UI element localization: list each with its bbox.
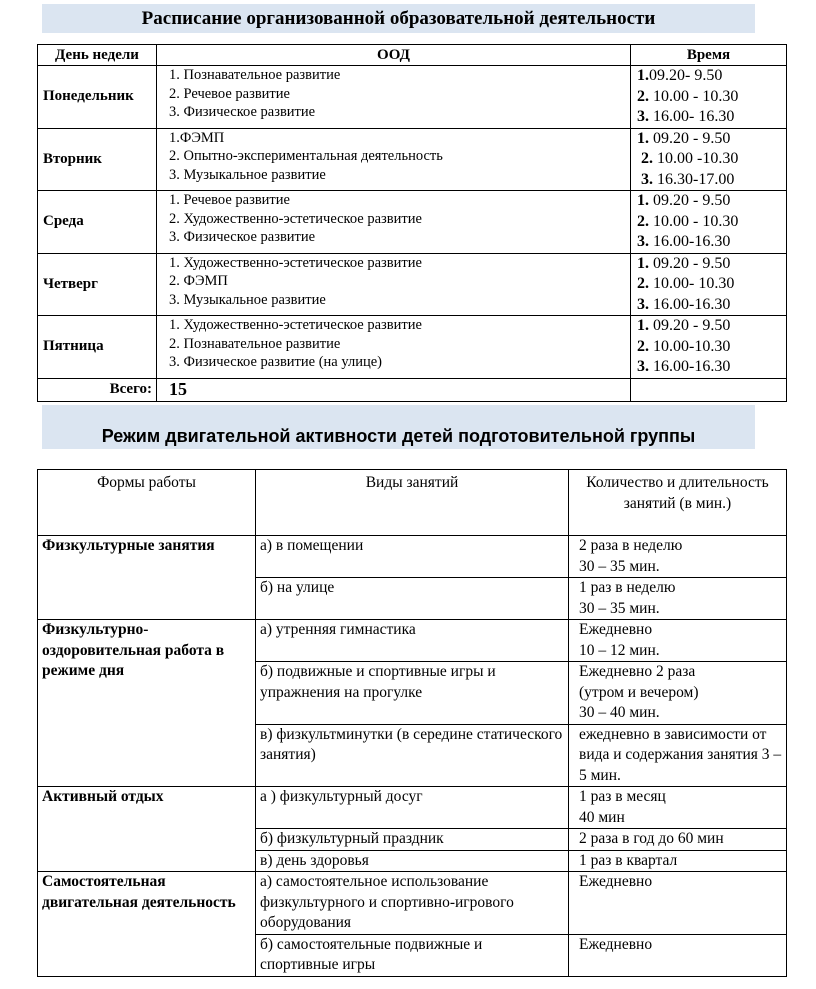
time-value: 09.20 - 9.50 bbox=[649, 129, 731, 147]
ood-item: 3. Физическое развитие (на улице) bbox=[169, 354, 382, 370]
time-item bbox=[637, 107, 782, 128]
time-item bbox=[637, 232, 782, 253]
header-day: День недели bbox=[38, 45, 157, 66]
time-cell bbox=[631, 128, 787, 191]
amount-cell bbox=[569, 934, 787, 976]
header-forms: Формы работы bbox=[38, 470, 256, 536]
amount-line: 1 раз в квартал bbox=[579, 851, 678, 869]
activity-row bbox=[38, 536, 787, 578]
ood-item: 1. Речевое развитие bbox=[169, 192, 290, 208]
amount-line: 10 – 12 мин. bbox=[579, 641, 660, 659]
amount-line: 30 – 35 мин. bbox=[579, 557, 660, 575]
total-row bbox=[38, 378, 787, 401]
time-number: 3. bbox=[637, 295, 649, 313]
amount-line: Ежедневно bbox=[579, 935, 653, 953]
time-value: 16.00-16.30 bbox=[649, 295, 731, 313]
amount-cell bbox=[569, 872, 787, 935]
time-item bbox=[637, 316, 782, 337]
schedule-title: Расписание организованной образовательной деятельности bbox=[42, 4, 755, 33]
total-label: Всего: bbox=[38, 378, 157, 401]
form-cell: Физкультурные занятия bbox=[38, 536, 256, 620]
amount-line: Ежедневно 2 раза bbox=[579, 663, 696, 680]
ood-item: 2. Познавательное развитие bbox=[169, 335, 341, 352]
schedule-row bbox=[38, 66, 787, 129]
kind-cell: б) подвижные и спортивные игры и упражнения на прогулке bbox=[256, 662, 569, 725]
time-value: 10.00 - 10.30 bbox=[649, 87, 739, 105]
amount-line: (утром и вечером) bbox=[579, 683, 699, 701]
ood-item: 3. Физическое развитие bbox=[169, 104, 316, 120]
kind-cell: б) на улице bbox=[256, 578, 569, 620]
activity-row bbox=[38, 620, 787, 662]
amount-line: Ежедневно bbox=[579, 873, 653, 890]
amount-cell bbox=[569, 662, 787, 725]
time-number: 1. bbox=[637, 317, 649, 334]
time-value: 09.20- 9.50 bbox=[649, 67, 723, 84]
schedule-row bbox=[38, 253, 787, 316]
amount-cell bbox=[569, 850, 787, 872]
amount-line: 30 – 40 мин. bbox=[579, 704, 660, 721]
form-cell: Физкультурно-оздоровительная работа в режиме дня bbox=[38, 620, 256, 787]
day-cell: Понедельник bbox=[38, 66, 157, 129]
kind-cell: б) физкультурный праздник bbox=[256, 829, 569, 851]
amount-line: 2 раза в неделю bbox=[579, 537, 683, 554]
schedule-row bbox=[38, 316, 787, 379]
time-number: 2. bbox=[637, 212, 649, 230]
time-cell bbox=[631, 66, 787, 129]
ood-cell bbox=[157, 66, 631, 129]
time-number: 2. bbox=[637, 275, 649, 292]
activity-table bbox=[37, 469, 787, 977]
time-number: 2. bbox=[637, 150, 653, 167]
amount-cell bbox=[569, 536, 787, 578]
time-number: 1. bbox=[637, 129, 649, 147]
kind-cell: а) в помещении bbox=[256, 536, 569, 578]
time-value: 16.00-16.30 bbox=[649, 233, 731, 250]
time-value: 16.00-16.30 bbox=[649, 358, 731, 375]
time-item bbox=[637, 66, 782, 87]
time-number: 1. bbox=[637, 192, 649, 209]
ood-item: 1. Художественно-эстетическое развитие bbox=[169, 317, 422, 333]
time-item bbox=[637, 295, 782, 316]
time-value: 16.00- 16.30 bbox=[649, 108, 735, 125]
ood-item: 3. Музыкальное развитие bbox=[169, 166, 326, 183]
form-cell: Самостоятельная двигательная деятельность bbox=[38, 872, 256, 977]
time-number: 2. bbox=[637, 337, 649, 355]
time-value: 16.30-17.00 bbox=[653, 170, 735, 188]
activity-title: Режим двигательной активности детей подготовительной группы bbox=[42, 405, 755, 449]
amount-line: 30 – 35 мин. bbox=[579, 599, 660, 617]
schedule-row bbox=[38, 191, 787, 254]
ood-cell bbox=[157, 128, 631, 191]
time-value: 10.00 - 10.30 bbox=[649, 212, 739, 230]
time-number: 1. bbox=[637, 254, 649, 272]
amount-line: 2 раза в год до 60 мин bbox=[579, 830, 724, 847]
ood-item: 2. Речевое развитие bbox=[169, 85, 290, 102]
amount-line: 40 мин bbox=[579, 808, 625, 826]
ood-item: 2. Опытно-экспериментальная деятельность bbox=[169, 148, 443, 164]
time-item bbox=[637, 357, 782, 378]
ood-cell bbox=[157, 316, 631, 379]
ood-item: 2. ФЭМП bbox=[169, 273, 228, 289]
header-time: Время bbox=[631, 45, 787, 66]
schedule-row bbox=[38, 128, 787, 191]
time-number: 2. bbox=[637, 87, 649, 105]
kind-cell: а) самостоятельное использование физкультурного и спортивно-игрового оборудования bbox=[256, 872, 569, 935]
time-value: 10.00 -10.30 bbox=[653, 150, 739, 167]
ood-cell bbox=[157, 191, 631, 254]
day-cell: Пятница bbox=[38, 316, 157, 379]
ood-item: 1.ФЭМП bbox=[169, 129, 225, 146]
kind-cell: в) день здоровья bbox=[256, 850, 569, 872]
kind-cell: б) самостоятельные подвижные и спортивные игры bbox=[256, 934, 569, 976]
time-item bbox=[637, 274, 782, 295]
time-number: 3. bbox=[637, 108, 649, 125]
kind-cell: а ) физкультурный досуг bbox=[256, 787, 569, 829]
ood-item: 1. Художественно-эстетическое развитие bbox=[169, 254, 422, 271]
time-item bbox=[637, 337, 782, 358]
header-ood: ООД bbox=[157, 45, 631, 66]
activity-row bbox=[38, 872, 787, 935]
ood-item: 1. Познавательное развитие bbox=[169, 67, 341, 83]
amount-line: 1 раз в неделю bbox=[579, 579, 676, 596]
time-cell bbox=[631, 191, 787, 254]
time-value: 10.00- 10.30 bbox=[649, 275, 735, 292]
day-cell: Четверг bbox=[38, 253, 157, 316]
form-cell: Активный отдых bbox=[38, 787, 256, 872]
day-cell: Среда bbox=[38, 191, 157, 254]
amount-cell bbox=[569, 724, 787, 787]
amount-line: 1 раз в месяц bbox=[579, 788, 666, 805]
time-item bbox=[637, 212, 782, 233]
time-item bbox=[637, 129, 782, 150]
time-cell bbox=[631, 316, 787, 379]
time-item bbox=[637, 170, 782, 191]
time-number: 3. bbox=[637, 358, 649, 375]
amount-cell bbox=[569, 620, 787, 662]
amount-cell bbox=[569, 787, 787, 829]
time-cell bbox=[631, 253, 787, 316]
amount-line: ежедневно в зависимости от вида и содержания занятия 3 – 5 мин. bbox=[579, 725, 782, 784]
header-amount: Количество и длительность занятий (в мин.) bbox=[569, 470, 787, 536]
time-item bbox=[637, 254, 782, 275]
time-item bbox=[637, 87, 782, 108]
amount-line: Ежедневно bbox=[579, 621, 653, 638]
kind-cell: а) утренняя гимнастика bbox=[256, 620, 569, 662]
time-value: 09.20 - 9.50 bbox=[649, 254, 731, 272]
time-value: 09.20 - 9.50 bbox=[649, 192, 731, 209]
kind-cell: в) физкультминутки (в середине статического занятия) bbox=[256, 724, 569, 787]
schedule-table bbox=[37, 44, 787, 402]
ood-item: 3. Музыкальное развитие bbox=[169, 291, 326, 308]
time-value: 09.20 - 9.50 bbox=[649, 317, 731, 334]
time-number: 3. bbox=[637, 170, 653, 188]
activity-row bbox=[38, 787, 787, 829]
time-item bbox=[637, 149, 782, 170]
ood-cell bbox=[157, 253, 631, 316]
ood-item: 3. Физическое развитие bbox=[169, 229, 316, 245]
total-empty bbox=[631, 378, 787, 401]
day-cell: Вторник bbox=[38, 128, 157, 191]
ood-item: 2. Художественно-эстетическое развитие bbox=[169, 210, 422, 227]
time-number: 1. bbox=[637, 67, 649, 84]
time-value: 10.00-10.30 bbox=[649, 337, 731, 355]
time-number: 3. bbox=[637, 233, 649, 250]
header-kinds: Виды занятий bbox=[256, 470, 569, 536]
total-value: 15 bbox=[157, 378, 631, 401]
amount-cell bbox=[569, 829, 787, 851]
amount-cell bbox=[569, 578, 787, 620]
time-item bbox=[637, 191, 782, 212]
